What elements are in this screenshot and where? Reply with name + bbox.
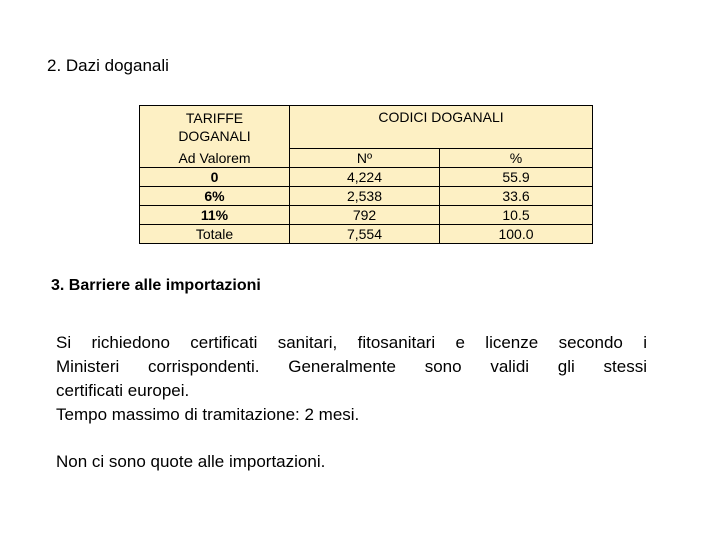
section-title-barriere: 3. Barriere alle importazioni — [51, 277, 261, 294]
section-title-dazi: 2. Dazi doganali — [47, 56, 169, 75]
row-percent: 33.6 — [440, 187, 593, 206]
header-tariffe-line2: DOGANALI — [178, 128, 251, 145]
table-row — [140, 168, 593, 187]
row-label: 0 — [140, 168, 290, 187]
row-label: Totale — [140, 225, 290, 244]
row-percent: 10.5 — [440, 206, 593, 225]
customs-tariff-table — [139, 105, 593, 244]
row-label: 6% — [140, 187, 290, 206]
header-tariffe-line1: TARIFFE — [185, 110, 244, 127]
paragraph-line: Ministeri corrispondenti. Generalmente sono validi gli stessi — [56, 357, 647, 376]
row-count: 4,224 — [290, 168, 440, 187]
header-numero: Nº — [290, 149, 440, 168]
header-percent: % — [440, 149, 593, 168]
paragraph-line: Si richiedono certificati sanitari, fitosanitari e licenze secondo i — [56, 333, 647, 352]
row-count: 2,538 — [290, 187, 440, 206]
row-count: 792 — [290, 206, 440, 225]
table-row — [140, 187, 593, 206]
processing-time-line: Tempo massimo di tramitazione: 2 mesi. — [56, 405, 360, 424]
row-percent: 55.9 — [440, 168, 593, 187]
quota-line: Non ci sono quote alle importazioni. — [56, 452, 326, 471]
table-row-total — [140, 225, 593, 244]
table-row — [140, 206, 593, 225]
header-codici-doganali: CODICI DOGANALI — [290, 106, 593, 149]
paragraph-line: certificati europei. — [56, 381, 190, 400]
row-count: 7,554 — [290, 225, 440, 244]
row-label: 11% — [140, 206, 290, 225]
header-tariffe — [140, 106, 290, 149]
header-ad-valorem: Ad Valorem — [140, 149, 290, 168]
row-percent: 100.0 — [440, 225, 593, 244]
barriers-paragraph — [56, 331, 647, 427]
